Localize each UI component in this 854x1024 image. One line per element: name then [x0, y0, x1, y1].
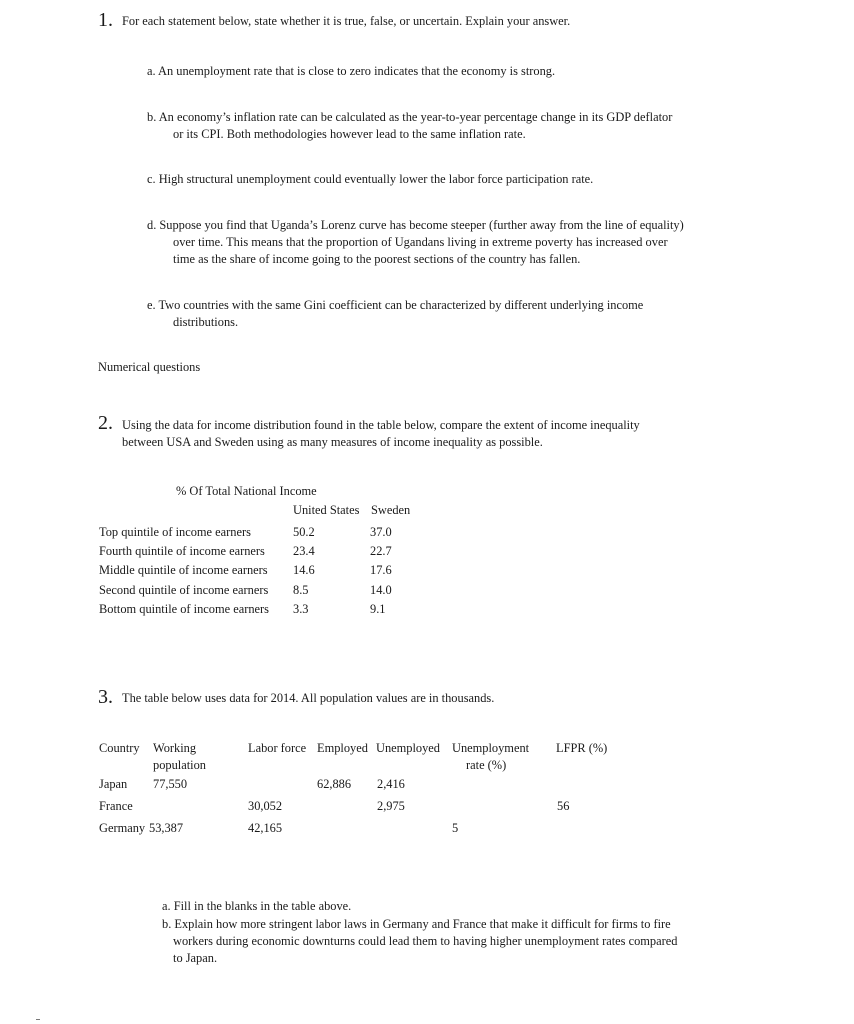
q1-item-e [147, 297, 754, 331]
cell-working-population: 77,550 [153, 777, 188, 791]
q1-item-d-line1: d. Suppose you find that Uganda’s Lorenz curve has become steeper (further away from the line of equality) [147, 218, 684, 232]
q1-item-d-line2: over time. This means that the proportion of Ugandans living in extreme poverty has increased over [173, 235, 668, 249]
q3-sub-b [162, 916, 754, 967]
q1-item-e-line2: distributions. [173, 315, 239, 329]
table-row-label: Bottom quintile of income earners [99, 602, 269, 616]
page-edge-mark [36, 1019, 40, 1020]
section-heading: Numerical questions [98, 360, 201, 374]
header-lfpr: LFPR (%) [556, 741, 608, 755]
question-2-number: 2. [98, 412, 113, 434]
row-country: Germany [99, 821, 146, 835]
cell-working-population: 53,387 [149, 821, 184, 835]
header-urate-line2: rate (%) [466, 758, 507, 772]
table-cell-sweden: 17.6 [370, 563, 392, 577]
question-1-number: 1. [98, 9, 113, 31]
header-working-line1: Working [153, 741, 197, 755]
header-working-line2: population [153, 758, 206, 772]
table-cell-sweden: 14.0 [370, 583, 392, 597]
q3-sub-b-line3: to Japan. [173, 951, 218, 965]
table-row-label: Second quintile of income earners [99, 583, 269, 597]
table-cell-sweden: 37.0 [370, 525, 392, 539]
question-3-number: 3. [98, 686, 113, 708]
row-country: France [99, 799, 133, 813]
q1-item-d [147, 217, 754, 268]
question-2-prompt-line2: between USA and Sweden using as many measures of income inequality as possible. [122, 435, 543, 449]
column-header-sweden: Sweden [371, 503, 411, 517]
table-row-label: Fourth quintile of income earners [99, 544, 265, 558]
q1-item-e-line1: e. Two countries with the same Gini coefficient can be characterized by different underlying income [147, 298, 644, 312]
question-1-prompt: For each statement below, state whether it is true, false, or uncertain. Explain your answer. [122, 14, 571, 28]
question-2-prompt [122, 417, 754, 451]
q1-item-c: c. High structural unemployment could eventually lower the labor force participation rate. [147, 172, 594, 186]
table-row-label: Middle quintile of income earners [99, 563, 268, 577]
table-cell-us: 14.6 [293, 563, 315, 577]
table-cell-sweden: 9.1 [370, 602, 386, 616]
cell-labor-force: 42,165 [248, 821, 283, 835]
q1-item-b [147, 109, 754, 143]
table-cell-us: 3.3 [293, 602, 309, 616]
q1-item-b-line2: or its CPI. Both methodologies however lead to the same inflation rate. [173, 127, 526, 141]
q3-sub-a: a. Fill in the blanks in the table above. [162, 899, 352, 913]
table-cell-us: 8.5 [293, 583, 309, 597]
q1-item-b-line1: b. An economy’s inflation rate can be calculated as the year-to-year percentage change in its GDP deflator [147, 110, 673, 124]
header-urate-line1: Unemployment [452, 741, 530, 755]
table-title: % Of Total National Income [176, 484, 317, 498]
question-2-prompt-line1: Using the data for income distribution found in the table below, compare the extent of income inequality [122, 418, 640, 432]
cell-unemployment-rate: 5 [452, 821, 459, 835]
q1-item-a: a. An unemployment rate that is close to zero indicates that the economy is strong. [147, 64, 556, 78]
cell-unemployed: 2,416 [377, 777, 405, 791]
cell-labor-force: 30,052 [248, 799, 283, 813]
table-cell-us: 23.4 [293, 544, 315, 558]
table-cell-us: 50.2 [293, 525, 315, 539]
header-labor-force: Labor force [248, 741, 307, 755]
cell-unemployed: 2,975 [377, 799, 405, 813]
cell-employed: 62,886 [317, 777, 352, 791]
header-unemployed: Unemployed [376, 741, 441, 755]
row-country: Japan [99, 777, 128, 791]
q3-sub-b-line2: workers during economic downturns could lead them to having higher unemployment rates compared [173, 934, 678, 948]
table-cell-sweden: 22.7 [370, 544, 392, 558]
column-header-us: United States [293, 503, 360, 517]
header-employed: Employed [317, 741, 368, 755]
table-row-label: Top quintile of income earners [99, 525, 251, 539]
question-3-prompt: The table below uses data for 2014. All population values are in thousands. [122, 691, 495, 705]
header-country: Country [99, 741, 140, 755]
q3-sub-b-line1: b. Explain how more stringent labor laws in Germany and France that make it difficult for firms to fire [162, 917, 671, 931]
cell-lfpr: 56 [557, 799, 570, 813]
q1-item-d-line3: time as the share of income going to the poorest sections of the country has fallen. [173, 252, 581, 266]
